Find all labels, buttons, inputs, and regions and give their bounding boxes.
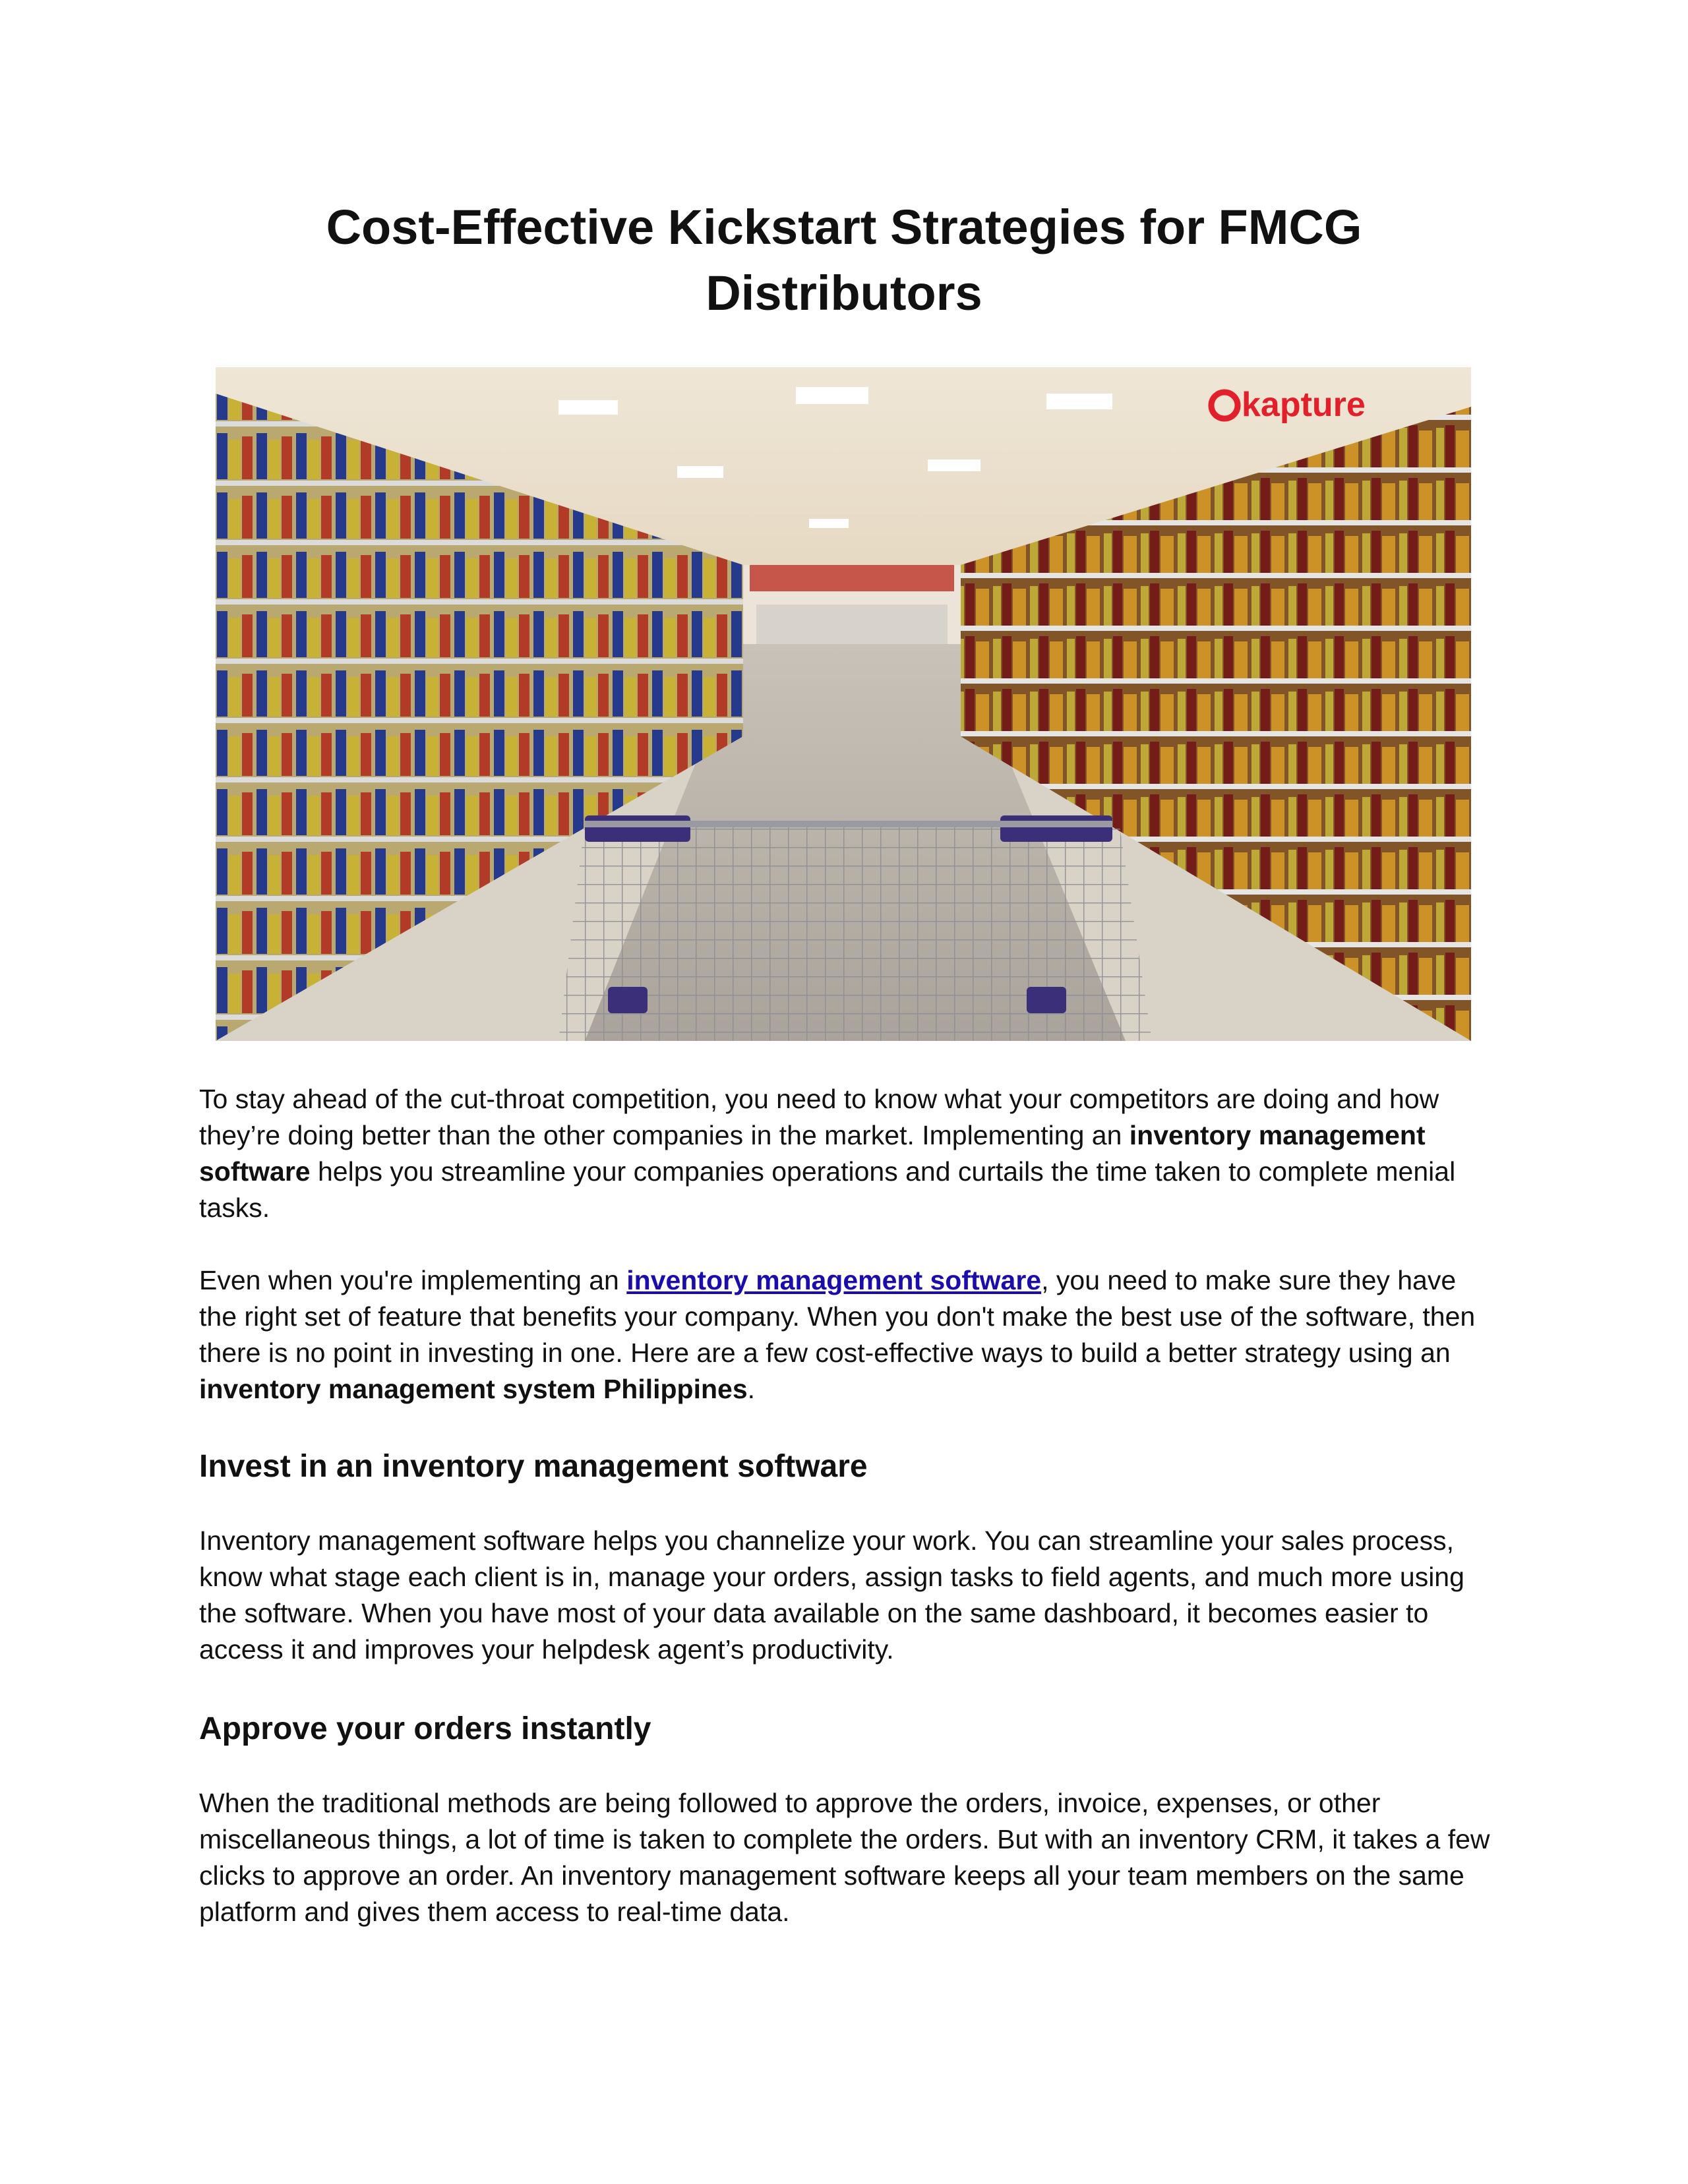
supermarket-illustration [216, 367, 1471, 1041]
page-title: Cost-Effective Kickstart Strategies for FMCG Distributors [326, 200, 1362, 320]
bold-phrase: inventory management software [199, 1120, 1426, 1187]
paragraph-invest: Inventory management software helps you channelize your work. You can streamline your sales process, know what stage each client is in, manage your orders, assign tasks to field agents, and much more using the software. When you have most of your data available on the same dashboard, it becomes easier to access it and improves your helpdesk agent’s productivity. [199, 1525, 1464, 1665]
section-heading-invest: Invest in an inventory management software [199, 1449, 868, 1484]
paragraph-approve: When the traditional methods are being followed to approve the orders, invoice, expenses, or other miscellaneous things, a lot of time is taken to complete the orders. But with an inventory CRM, it takes a few clicks to approve an order. An inventory management software keeps all your team members on the same platform and gives them access to real-time data. [199, 1788, 1490, 1927]
supermarket-aisle-image [216, 367, 1471, 1041]
inventory-software-link[interactable]: inventory management software [626, 1265, 1042, 1295]
logo-text: kapture [1242, 386, 1366, 424]
paragraph-intro: To stay ahead of the cut-throat competition, you need to know what your competitors are doing and how they’re doing better than the other companies in the market. Implementing an inventory management software helps you streamline your companies operations and curtails the time taken to complete menial tasks. [199, 1084, 1456, 1223]
bold-phrase-philippines: inventory management system Philippines [199, 1374, 748, 1404]
section-heading-approve: Approve your orders instantly [199, 1711, 651, 1746]
paragraph-strategy: Even when you're implementing an inventory management software, you need to make sure they have the right set of feature that benefits your company. When you don't make the best use of the software, then there is no point in investing in one. Here are a few cost-effective ways to build a better strategy using an inventory management system Philippines. [199, 1265, 1476, 1404]
